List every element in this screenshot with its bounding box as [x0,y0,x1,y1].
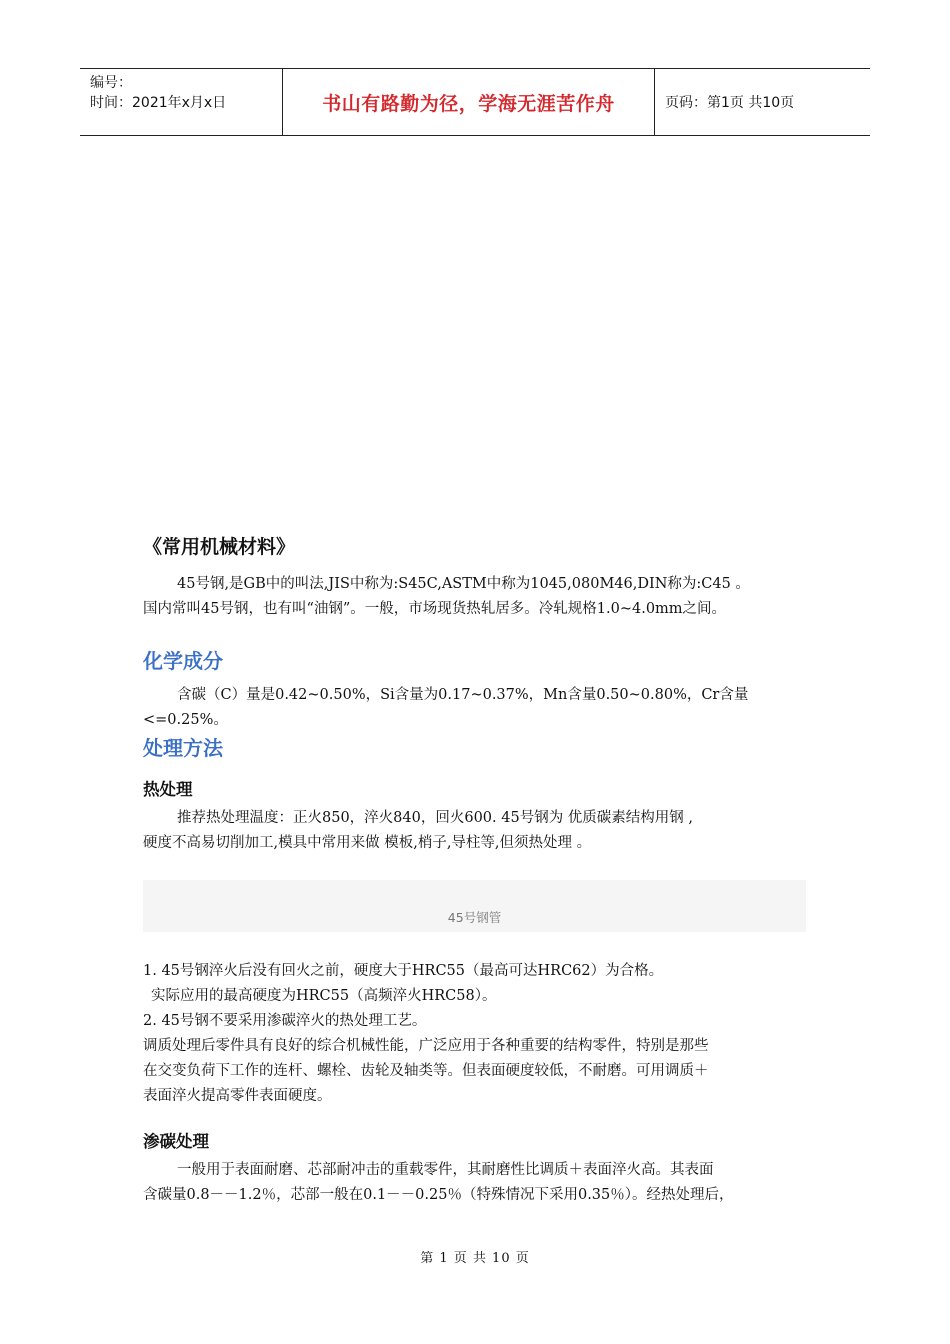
heading-chemical-composition: 化学成分 [143,649,223,673]
page-footer: 第 1 页 共 10 页 [420,1251,530,1266]
heading-processing-method: 处理方法 [143,736,223,760]
heat-treatment-term: 热处理 [206,810,250,826]
motto-text: 书山有路勤为径，学海无涯苦作舟 [322,92,615,115]
header-meta [80,69,282,135]
page-info: 页码：第1页 共10页 [665,95,795,111]
quenched-para-line-1: 调质处理后零件具有良好的综合机械性能，广泛应用于各种重要的结构零件，特别是那些 [143,1038,709,1054]
chem-line-2: <=0.25%。 [143,712,228,728]
heat-paragraph [143,806,813,856]
image-caption: 45号钢管 [447,910,502,925]
time-label: 时间：2021年x月x日 [90,95,227,111]
intro-line-2: 国内常叫45号钢，也有叫“油钢”。一般，市场现货热轧居多。冷轧规格1.0~4.0mm之间。 [143,601,727,617]
heading-heat-treatment: 热处理 [143,780,193,799]
carb-line-1: 一般用于表面耐磨、芯部耐冲击的重载零件，其耐磨性比调质＋表面淬火高。其表面 [177,1162,714,1178]
steel-pipe-image-placeholder [143,880,806,932]
list-item-2: 2. 45号钢不要采用渗碳淬火的热处理工艺。 [143,1013,427,1029]
intro-paragraph [143,572,813,622]
intro-line-1: 45号钢,是GB中的叫法,JIS中称为:S45C,ASTM中称为1045,080M46,DIN称为:C45 。 [177,576,750,592]
header-table [80,68,870,136]
list-item-1: 1. 45号钢淬火后没有回火之前，硬度大于HRC55（最高可达HRC62）为合格。 [143,963,664,979]
number-label: 编号： [90,75,132,91]
doc-title: 《常用机械材料》 [143,536,296,558]
quenched-para-line-2: 在交变负荷下工作的连杆、螺栓、齿轮及轴类等。但表面硬度较低，不耐磨。可用调质＋ [143,1063,709,1079]
heat-line-1: 推荐热处理温度：正火850，淬火840，回火600. 45号钢为 优质碳素结构用钢 , [177,810,694,826]
carb-paragraph [143,1158,813,1208]
list-block [143,959,813,1109]
header-page-cell [655,69,870,135]
quenched-para-line-3: 表面淬火提高零件表面硬度。 [143,1088,332,1104]
list-item-1-sub: 实际应用的最高硬度为HRC55（高频淬火HRC58）。 [151,988,497,1004]
heading-carburizing: 渗碳处理 [143,1132,209,1151]
heat-line-2: 硬度不高易切削加工,模具中常用来做 模板,梢子,导柱等,但须热处理 。 [143,835,592,851]
chem-paragraph [143,683,813,733]
header-motto-cell [282,69,655,135]
chem-line-1: 含碳（C）量是0.42~0.50%，Si含量为0.17~0.37%，Mn含量0.50~0.80%，Cr含量 [177,687,749,703]
carb-line-2: 含碳量0.8－－1.2％，芯部一般在0.1－－0.25％（特殊情况下采用0.35％）。经热处理后， [143,1187,734,1203]
